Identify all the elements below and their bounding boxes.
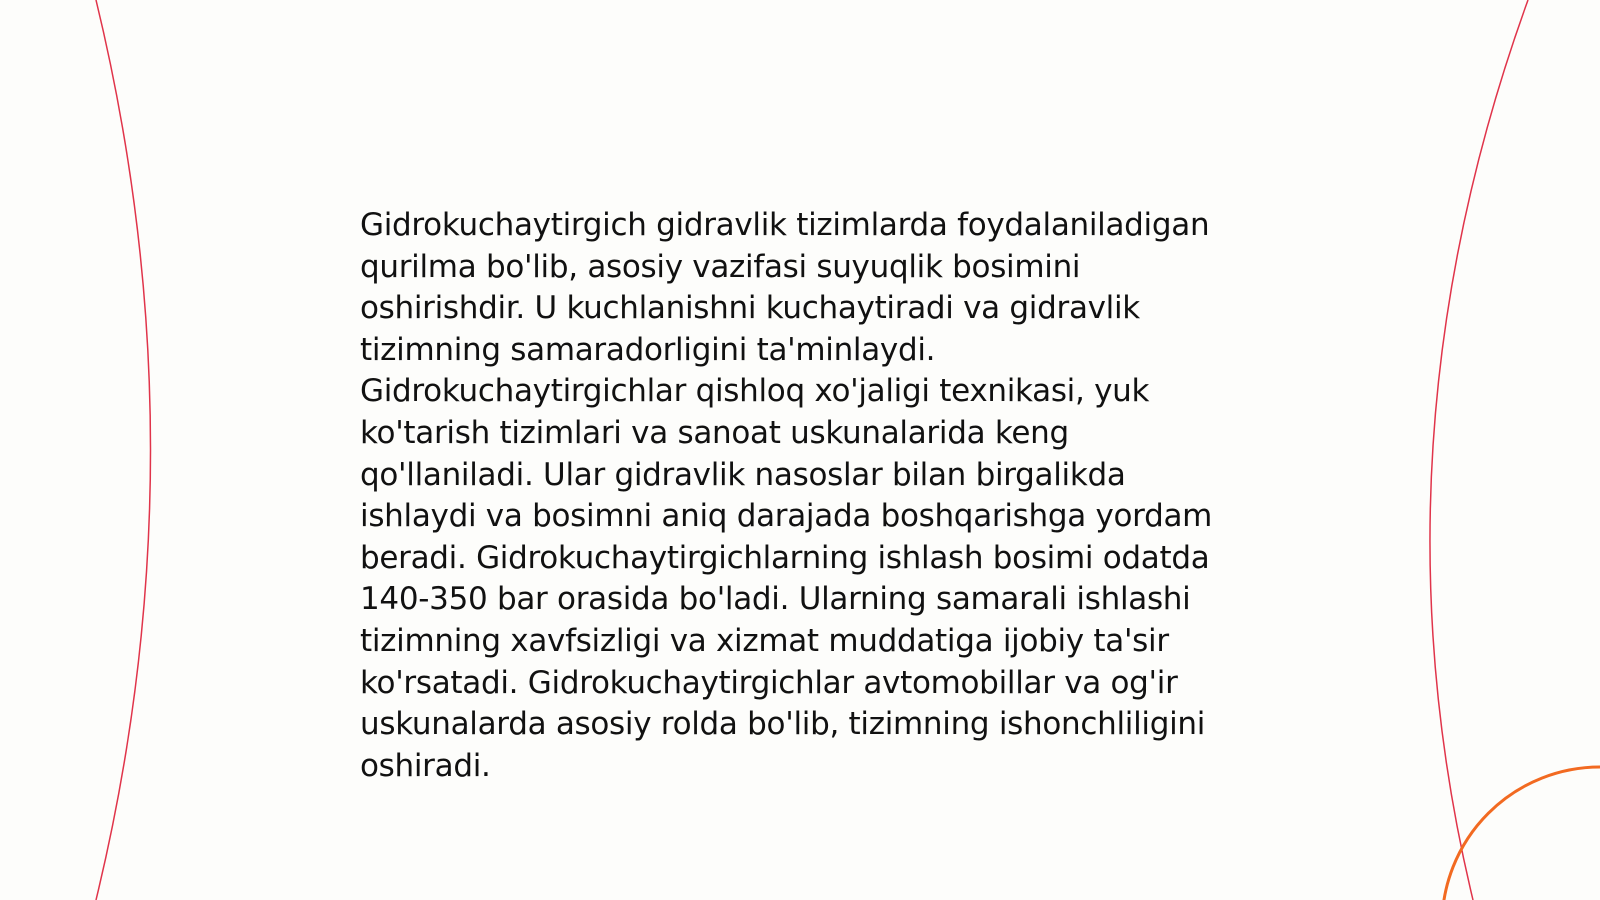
right-red-arc	[1430, 0, 1528, 900]
left-red-arc	[96, 0, 151, 900]
slide-paragraph: Gidrokuchaytirgich gidravlik tizimlarda foydalaniladigan qurilma bo'lib, asosiy vazifasi suyuqlik bosimini oshirishdir. U kuchlanishni kuchaytiradi va gidravlik tizimning samaradorligini ta'minlaydi. Gidrokuchaytirgichlar qishloq xo'jaligi texnikasi, yuk ko'tarish tizimlari va sanoat uskunalarida keng qo'llaniladi. Ular gidravlik nasoslar bilan birgalikda ishlaydi va bosimni aniq darajada boshqarishga yordam beradi. Gidrokuchaytirgichlarning ishlash bosimi odatda 140-350 bar orasida bo'ladi. Ularning samarali ishlashi tizimning xavfsizligi va xizmat muddatiga ijobiy ta'sir ko'rsatadi. Gidrokuchaytirgichlar avtomobillar va og'ir uskunalarda asosiy rolda bo'lib, tizimning ishonchliligini oshiradi.	[360, 207, 1213, 784]
bottom-right-orange-arc	[1442, 767, 1600, 900]
